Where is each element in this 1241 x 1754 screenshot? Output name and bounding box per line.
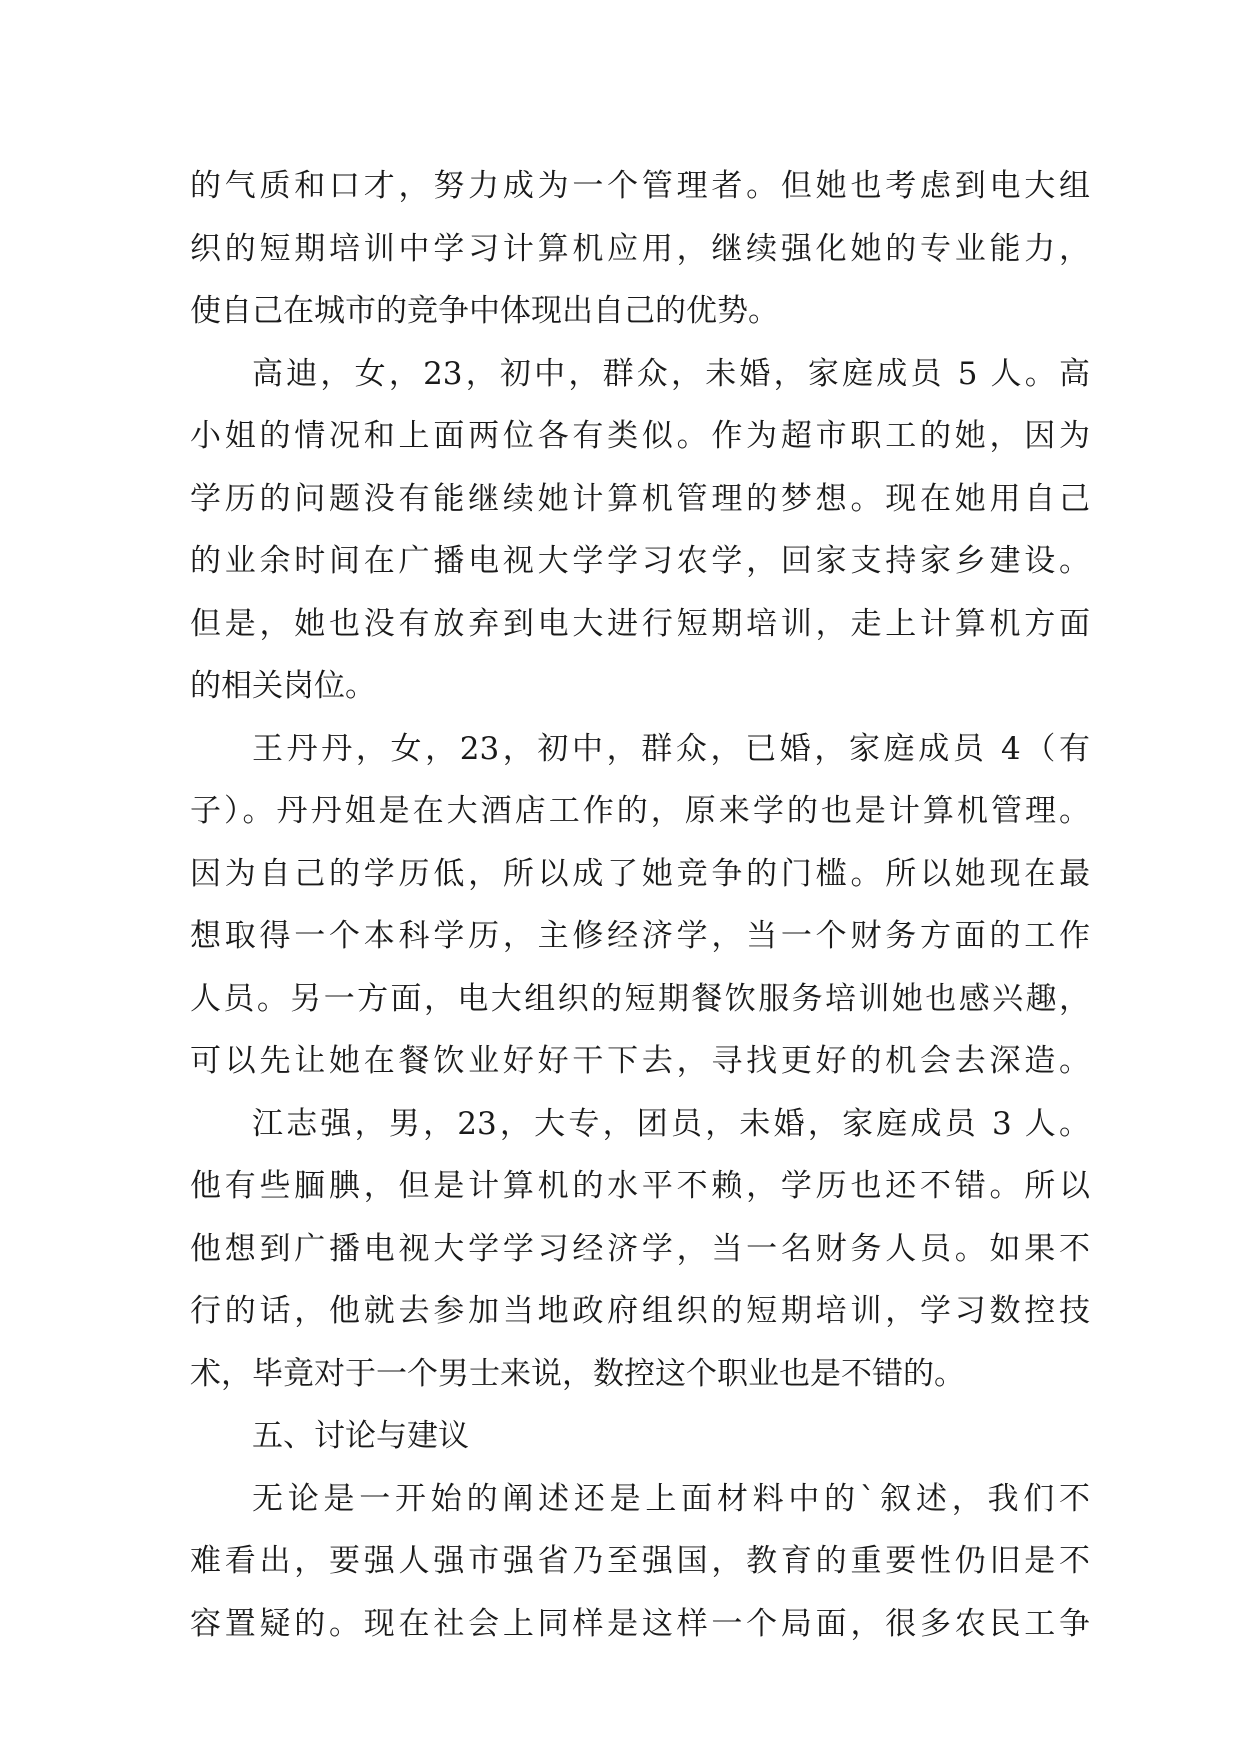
text-line: 的气质和口才，努力成为一个管理者。但她也考虑到电大组 [190, 168, 1090, 204]
text-line: 因为自己的学历低，所以成了她竞争的门槛。所以她现在最 [190, 855, 1090, 892]
text-line: 王丹丹，女，23，初中，群众，已婚，家庭成员 4（有 [252, 730, 1090, 767]
text-line: 无论是一开始的阐述还是上面材料中的`叙述，我们不 [252, 1480, 1090, 1517]
text-line: 织的短期培训中学习计算机应用，继续强化她的专业能力， [190, 230, 1090, 267]
text-line: 的相关岗位。 [190, 668, 376, 704]
section-heading: 五、讨论与建议 [252, 1418, 469, 1454]
text-line: 行的话，他就去参加当地政府组织的短期培训，学习数控技 [190, 1293, 1090, 1329]
text-line: 他想到广播电视大学学习经济学，当一名财务人员。如果不 [190, 1230, 1090, 1267]
text-line: 的业余时间在广播电视大学学习农学，回家支持家乡建设。 [190, 543, 1090, 579]
text-line: 他有些腼腆，但是计算机的水平不赖，学历也还不错。所以 [190, 1168, 1090, 1204]
text-line: 小姐的情况和上面两位各有类似。作为超市职工的她，因为 [190, 418, 1090, 454]
text-line: 江志强，男，23，大专，团员，未婚，家庭成员 3 人。 [252, 1105, 1090, 1142]
text-line: 可以先让她在餐饮业好好干下去，寻找更好的机会去深造。 [190, 1043, 1090, 1079]
body-text [190, 155, 1090, 1655]
text-line: 高迪，女，23，初中，群众，未婚，家庭成员 5 人。高 [252, 355, 1090, 392]
text-line: 子）。丹丹姐是在大酒店工作的，原来学的也是计算机管理。 [190, 793, 1090, 829]
text-line: 使自己在城市的竞争中体现出自己的优势。 [190, 293, 779, 329]
text-line: 术，毕竟对于一个男士来说，数控这个职业也是不错的。 [190, 1355, 965, 1392]
text-line: 容置疑的。现在社会上同样是这样一个局面，很多农民工争 [190, 1605, 1090, 1642]
text-line: 难看出，要强人强市强省乃至强国，教育的重要性仍旧是不 [190, 1543, 1090, 1579]
text-line: 想取得一个本科学历，主修经济学，当一个财务方面的工作 [190, 918, 1090, 954]
text-line: 但是，她也没有放弃到电大进行短期培训，走上计算机方面 [190, 605, 1090, 642]
text-line: 人员。另一方面，电大组织的短期餐饮服务培训她也感兴趣， [190, 980, 1090, 1017]
text-line: 学历的问题没有能继续她计算机管理的梦想。现在她用自己 [190, 480, 1090, 517]
